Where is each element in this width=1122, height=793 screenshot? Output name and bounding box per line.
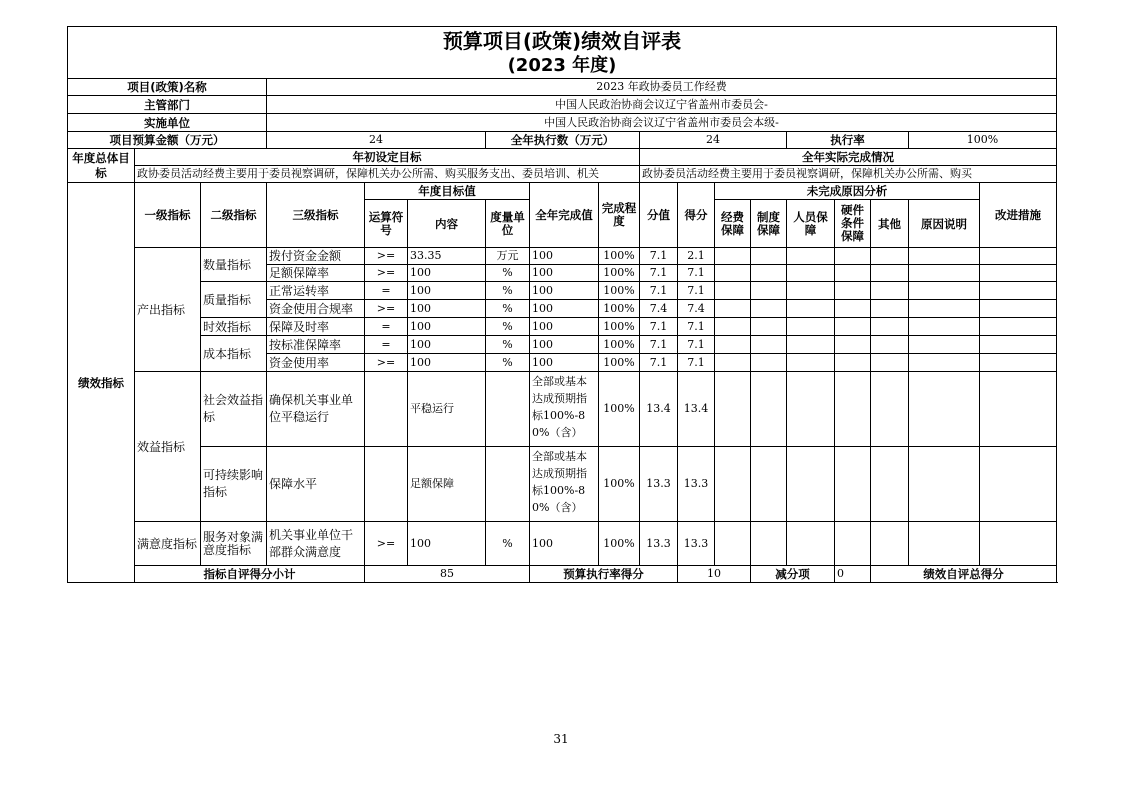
- indicator-unit: [486, 447, 530, 522]
- dept-value: 中国人民政治协商会议辽宁省盖州市委员会-: [267, 96, 1057, 114]
- table-row: [68, 318, 1057, 336]
- indicator-degree: 100%: [599, 522, 640, 566]
- indicator-val: 7.1: [640, 354, 678, 372]
- indicator-score: 7.1: [678, 282, 715, 300]
- indicator-full: 100: [530, 522, 599, 566]
- indicator-full: 全部或基本达成预期指标100%-80%（含）: [530, 447, 599, 522]
- table-row: [68, 522, 1057, 566]
- table-row: [68, 248, 1057, 265]
- exec-rate-label: 执行率: [787, 132, 909, 149]
- indicator-degree: 100%: [599, 282, 640, 300]
- annual-goal-label: 年度总体目标: [68, 149, 135, 183]
- indicator-val: 13.3: [640, 447, 678, 522]
- indicator-unit: 万元: [486, 248, 530, 265]
- indicator-degree: 100%: [599, 354, 640, 372]
- project-name-label: 项目(政策)名称: [68, 79, 267, 96]
- indicator-full: 100: [530, 265, 599, 282]
- page-title: 预算项目(政策)绩效自评表: [442, 28, 682, 53]
- unit-measure-header: 度量单位: [486, 200, 530, 248]
- budget-score-value: 10: [678, 566, 751, 583]
- title-cell: [68, 27, 1057, 79]
- indicator-full: 100: [530, 248, 599, 265]
- content-header: 内容: [408, 200, 486, 248]
- deduct-value: 0: [835, 566, 871, 583]
- page-number: 31: [553, 732, 569, 746]
- actual-header: 全年实际完成情况: [640, 149, 1057, 166]
- indicator-name: 保障及时率: [267, 318, 365, 336]
- subgroup-cost: 成本指标: [201, 336, 267, 372]
- exec-rate-value: 100%: [909, 132, 1057, 149]
- indicator-unit: %: [486, 265, 530, 282]
- indicator-op: =: [365, 318, 408, 336]
- indicator-op: [365, 447, 408, 522]
- reason-system-header: 制度保障: [751, 200, 787, 248]
- indicator-degree: 100%: [599, 318, 640, 336]
- indicator-val: 13.4: [640, 372, 678, 447]
- indicator-full: 100: [530, 318, 599, 336]
- perf-indicators-label: 绩效指标: [68, 183, 135, 583]
- table-row: [68, 447, 1057, 522]
- indicator-full: 全部或基本达成预期指标100%-80%（含）: [530, 372, 599, 447]
- indicator-name: 确保机关事业单位平稳运行: [267, 372, 365, 447]
- score-header: 得分: [678, 183, 715, 248]
- reason-desc-header: 原因说明: [909, 200, 980, 248]
- unit-label: 实施单位: [68, 114, 267, 132]
- table-row: [68, 336, 1057, 354]
- subgroup-quality: 质量指标: [201, 282, 267, 318]
- indicator-op: [365, 372, 408, 447]
- indicator-val: 7.1: [640, 265, 678, 282]
- reason-other-header: 其他: [871, 200, 909, 248]
- lvl3-header: 三级指标: [267, 183, 365, 248]
- executed-value: 24: [640, 132, 787, 149]
- indicator-degree: 100%: [599, 372, 640, 447]
- lvl1-header: 一级指标: [135, 183, 201, 248]
- indicator-val: 13.3: [640, 522, 678, 566]
- indicator-unit: [486, 372, 530, 447]
- indicator-score: 7.1: [678, 336, 715, 354]
- improve-header: 改进措施: [980, 183, 1057, 248]
- deduct-label: 减分项: [751, 566, 835, 583]
- budget-score-label: 预算执行率得分: [530, 566, 678, 583]
- subgroup-social: 社会效益指标: [201, 372, 267, 447]
- indicator-degree: 100%: [599, 248, 640, 265]
- indicator-val: 7.1: [640, 336, 678, 354]
- degree-header: 完成程度: [599, 183, 640, 248]
- initial-goal-text: 政协委员活动经费主要用于委员视察调研，保障机关办公所需、购买服务支出、委员培训、机关: [135, 166, 640, 183]
- indicator-val: 7.1: [640, 248, 678, 265]
- indicator-name: 资金使用率: [267, 354, 365, 372]
- indicator-unit: %: [486, 282, 530, 300]
- score-value-header: 分值: [640, 183, 678, 248]
- reason-staff-header: 人员保障: [787, 200, 835, 248]
- group-effect: 效益指标: [135, 372, 201, 522]
- indicator-content: 100: [408, 336, 486, 354]
- budget-label: 项目预算金额（万元）: [68, 132, 267, 149]
- annual-target-header: 年度目标值: [365, 183, 530, 200]
- subtotal-label: 指标自评得分小计: [135, 566, 365, 583]
- subgroup-timeliness: 时效指标: [201, 318, 267, 336]
- indicator-op: =: [365, 282, 408, 300]
- indicator-op: >=: [365, 354, 408, 372]
- group-output: 产出指标: [135, 248, 201, 372]
- indicator-content: 100: [408, 354, 486, 372]
- indicator-val: 7.4: [640, 300, 678, 318]
- indicator-content: 100: [408, 300, 486, 318]
- indicator-name: 正常运转率: [267, 282, 365, 300]
- indicator-score: 7.4: [678, 300, 715, 318]
- indicator-unit: %: [486, 318, 530, 336]
- indicator-score: 13.4: [678, 372, 715, 447]
- indicator-content: 100: [408, 522, 486, 566]
- indicator-score: 13.3: [678, 522, 715, 566]
- actual-text: 政协委员活动经费主要用于委员视察调研，保障机关办公所需、购买: [640, 166, 1057, 183]
- group-satisfaction: 满意度指标: [135, 522, 201, 566]
- subtotal-value: 85: [365, 566, 530, 583]
- indicator-content: 足额保障: [408, 447, 486, 522]
- indicator-unit: %: [486, 522, 530, 566]
- indicator-score: 13.3: [678, 447, 715, 522]
- indicator-full: 100: [530, 282, 599, 300]
- indicator-content: 100: [408, 265, 486, 282]
- performance-table: [67, 26, 1057, 583]
- indicator-name: 按标准保障率: [267, 336, 365, 354]
- executed-label: 全年执行数（万元）: [486, 132, 640, 149]
- dept-label: 主管部门: [68, 96, 267, 114]
- indicator-degree: 100%: [599, 265, 640, 282]
- table-row: [68, 282, 1057, 300]
- indicator-content: 100: [408, 282, 486, 300]
- indicator-content: 平稳运行: [408, 372, 486, 447]
- indicator-degree: 100%: [599, 300, 640, 318]
- indicator-name: 资金使用合规率: [267, 300, 365, 318]
- full-year-header: 全年完成值: [530, 183, 599, 248]
- indicator-score: 7.1: [678, 354, 715, 372]
- op-header: 运算符号: [365, 200, 408, 248]
- indicator-unit: %: [486, 354, 530, 372]
- indicator-name: 机关事业单位干部群众满意度: [267, 522, 365, 566]
- indicator-full: 100: [530, 354, 599, 372]
- indicator-degree: 100%: [599, 447, 640, 522]
- indicator-val: 7.1: [640, 318, 678, 336]
- indicator-name: 拨付资金金额: [267, 248, 365, 265]
- indicator-content: 100: [408, 318, 486, 336]
- indicator-op: >=: [365, 248, 408, 265]
- indicator-name: 保障水平: [267, 447, 365, 522]
- reasons-header: 未完成原因分析: [715, 183, 980, 200]
- indicator-val: 7.1: [640, 282, 678, 300]
- indicator-name: 足额保障率: [267, 265, 365, 282]
- budget-value: 24: [267, 132, 486, 149]
- initial-goal-header: 年初设定目标: [135, 149, 640, 166]
- subgroup-quantity: 数量指标: [201, 248, 267, 282]
- reason-fund-header: 经费保障: [715, 200, 751, 248]
- subgroup-sustain: 可持续影响指标: [201, 447, 267, 522]
- indicator-full: 100: [530, 300, 599, 318]
- reason-hardware-header: 硬件条件保障: [835, 200, 871, 248]
- indicator-score: 2.1: [678, 248, 715, 265]
- table-row: [68, 372, 1057, 447]
- indicator-degree: 100%: [599, 336, 640, 354]
- lvl2-header: 二级指标: [201, 183, 267, 248]
- project-name-value: 2023 年政协委员工作经费: [267, 79, 1057, 96]
- indicator-full: 100: [530, 336, 599, 354]
- unit-value: 中国人民政治协商会议辽宁省盖州市委员会本级-: [267, 114, 1057, 132]
- indicator-score: 7.1: [678, 265, 715, 282]
- page-subtitle: (2023 年度): [507, 54, 617, 76]
- indicator-unit: %: [486, 300, 530, 318]
- indicator-content: 33.35: [408, 248, 486, 265]
- indicator-op: >=: [365, 300, 408, 318]
- indicator-op: >=: [365, 265, 408, 282]
- indicator-score: 7.1: [678, 318, 715, 336]
- indicator-unit: %: [486, 336, 530, 354]
- subgroup-service: 服务对象满意度指标: [201, 522, 267, 566]
- indicator-op: =: [365, 336, 408, 354]
- indicator-op: >=: [365, 522, 408, 566]
- total-label: 绩效自评总得分: [871, 566, 1057, 583]
